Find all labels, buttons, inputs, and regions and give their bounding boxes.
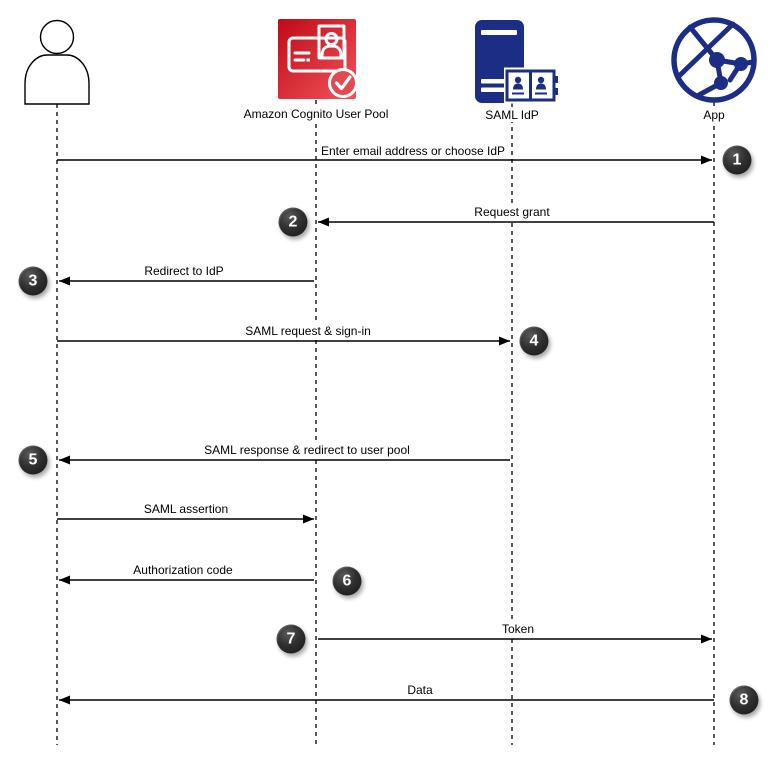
step-badge-8: 8 bbox=[730, 686, 759, 715]
step-badge-5: 5 bbox=[19, 446, 48, 475]
message-label-3: Redirect to IdP bbox=[141, 264, 226, 278]
idp-server-directory-icon bbox=[475, 20, 558, 104]
globe-network-icon bbox=[674, 20, 754, 100]
person-icon bbox=[25, 21, 89, 105]
message-label-saml-assertion: SAML assertion bbox=[141, 502, 231, 516]
actor-label-cognito: Amazon Cognito User Pool bbox=[243, 107, 389, 121]
step-badge-3: 3 bbox=[19, 267, 48, 296]
step-badge-6: 6 bbox=[333, 567, 362, 596]
actor-label-saml-idp: SAML IdP bbox=[485, 108, 539, 122]
step-badge-2: 2 bbox=[279, 208, 308, 237]
message-label-5: SAML response & redirect to user pool bbox=[201, 443, 413, 457]
message-label-2: Request grant bbox=[471, 205, 552, 219]
message-label-7: Token bbox=[499, 622, 537, 636]
cognito-icon bbox=[278, 19, 357, 99]
message-label-8: Data bbox=[404, 683, 435, 697]
actor-label-app: App bbox=[703, 108, 725, 122]
step-badge-4: 4 bbox=[520, 327, 549, 356]
step-badge-7: 7 bbox=[277, 625, 306, 654]
message-label-4: SAML request & sign-in bbox=[242, 324, 374, 338]
step-badge-1: 1 bbox=[723, 146, 752, 175]
message-label-6: Authorization code bbox=[130, 563, 235, 577]
directory-book-icon bbox=[504, 68, 558, 104]
message-label-1: Enter email address or choose IdP bbox=[318, 144, 508, 158]
